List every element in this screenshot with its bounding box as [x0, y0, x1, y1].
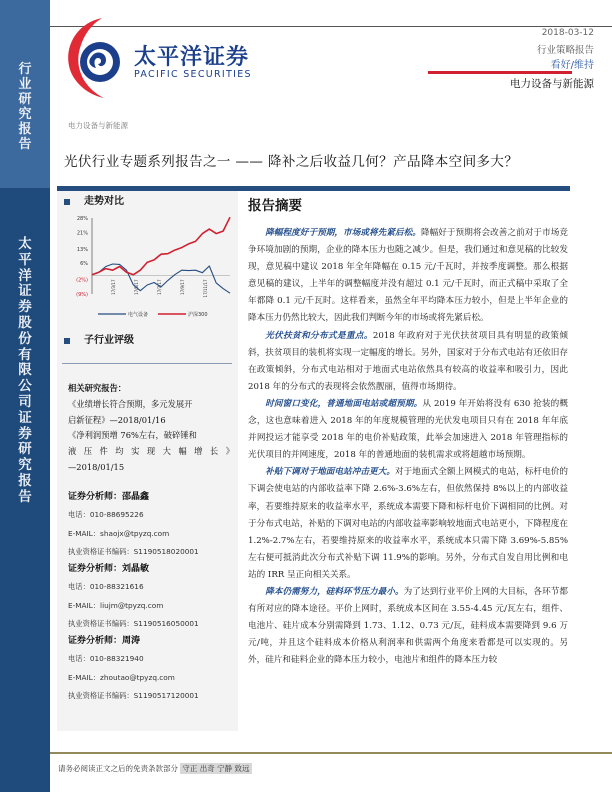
- analyst-card: [68, 632, 238, 706]
- breadcrumb: 电力设备与新能源: [68, 121, 128, 130]
- analyst-phone: 电话：010-88321616: [68, 582, 144, 591]
- rating-underline: [428, 71, 572, 74]
- brand-name-en: PACIFIC SECURITIES: [134, 69, 252, 80]
- analyst-email: E-MAIL：zhoutao@tpyzq.com: [68, 672, 175, 682]
- analyst-name: 证券分析师：邵晶鑫: [68, 492, 150, 502]
- svg-text:17/5/17: 17/5/17: [134, 279, 139, 295]
- svg-text:17/7/17: 17/7/17: [157, 279, 162, 295]
- svg-text:13%: 13%: [76, 246, 88, 253]
- summary-paragraph: 时间窗口变化，普通地面电站或超预期。从 2019 年开始将没有 630 抢装的概念，这也意味着进入 2018 年的年度规模管理的光伏发电项目只有在 2018 年年底并网投运才能享受 2018 年的电价补贴政策，此举会加速进入 2018 年管理指标的光伏项目的并网速度，2018 年的普通地面的装机需求或将超越市场预期。: [248, 398, 568, 461]
- svg-text:6%: 6%: [80, 261, 88, 268]
- analyst-cert: 执业资格证书编码：S1190516050001: [68, 619, 199, 628]
- company-motto: 守正 出奇 宁静 致远: [182, 764, 250, 773]
- report-type: 行业策略报告: [536, 45, 594, 56]
- report-date: 2018-03-12: [541, 28, 594, 38]
- brand-name-cn: 太平洋证券: [134, 45, 250, 70]
- analyst-phone: 电话：010-88321940: [68, 654, 144, 663]
- square-bullet-icon: [64, 338, 70, 344]
- rating-badge: 看好/维持: [550, 60, 594, 71]
- footer: [58, 763, 252, 774]
- svg-text:17/11/17: 17/11/17: [203, 279, 208, 298]
- sidebar-company-label: 太 平 洋 证 券 股 份 有 限 公 司 证 券 研 究 报 告: [18, 236, 32, 505]
- analyst-phone: 电话：010-88695226: [68, 510, 144, 519]
- trend-chart: [58, 210, 238, 325]
- analyst-card: [68, 488, 238, 562]
- analyst-cert: 执业资格证书编码：S1190517120001: [68, 691, 199, 700]
- svg-text:21%: 21%: [76, 230, 88, 237]
- svg-text:电气设备: 电气设备: [128, 312, 149, 318]
- summary-paragraph: 降幅程度好于预期，市场或将先紧后松。降幅好于预期将会改善之前对于市场竞争环境加剧的预期，企业的降本压力也随之减少。但是，我们通过和意见稿的比较发现，意见稿中建议 2018 年全年降幅在 0.15 元/千瓦时，并按季度调整。那么根据意见稿的建议，上半年的调整幅度并没有超过 0.1 元/千瓦时，而正式稿中采取了全年都降 0.1 元/千瓦时。这样看来，虽然全年平均降本压力较小，但是上半年企业的降本压力仍然比较大，因此我们判断今年的市场或将先紧后松。: [248, 228, 568, 324]
- disclaimer-text: 请务必阅读正文之后的免责条款部分: [58, 764, 178, 773]
- page-title: 光伏行业专题系列报告之一 —— 降补之后收益几何？产品降本空间多大？: [64, 154, 519, 170]
- pacific-securities-logo-icon: [62, 16, 124, 100]
- analyst-name: 证券分析师：周涛: [68, 636, 141, 646]
- svg-text:沪深300: 沪深300: [188, 312, 208, 318]
- trend-heading: 走势对比: [64, 192, 124, 207]
- related-heading: 相关研究报告：: [68, 383, 127, 393]
- summary-paragraph: 补贴下调对于地面电站冲击更大。对于地面式全额上网模式的电站，标杆电价的下调会使电站的内部收益率下降 2.6%-3.6%左右，但依然保持 8%以上的内部收益率，若要维持原来的收益率水平，系统成本需要下降和标杆电价下调相同的比例。对于分布式电站，补贴的下调对电站的内部收益率影响较地面式电站更小，下降程度在 1.2%-2.7%左右，若要维持原来的收益率水平，系统成本只需下降 3.69%-5.85%左右便可抵消此次分布式补贴下调 11.9%的影响。另外，分布式自发自用比例和电站的 IRR 呈正向相关关系。: [248, 467, 568, 580]
- sub-rating-heading: 子行业评级: [64, 331, 134, 346]
- svg-text:(2%): (2%): [76, 277, 88, 284]
- analyst-email: E-MAIL：liujm@tpyzq.com: [68, 600, 164, 610]
- analyst-name: 证券分析师：刘晶敏: [68, 564, 150, 574]
- related-report-link[interactable]: 《业绩增长符合预期，多元发展开 启新征程》—2018/01/16: [68, 398, 193, 425]
- svg-text:(9%): (9%): [76, 292, 88, 298]
- analyst-email: E-MAIL：shaojx@tpyzq.com: [68, 528, 170, 538]
- analyst-card: [68, 560, 238, 634]
- footer-rule: [50, 752, 612, 754]
- related-reports: [68, 381, 234, 476]
- svg-text:28%: 28%: [76, 216, 88, 222]
- related-report-link[interactable]: 《净利润预增 76%左右，破碎锤和 液压件均实现大幅增长》 —2018/01/15: [68, 430, 234, 472]
- summary-body: [248, 225, 568, 669]
- sub-rating-rule: [62, 363, 232, 364]
- svg-text:17/3/17: 17/3/17: [111, 279, 116, 295]
- summary-heading: 报告摘要: [248, 198, 302, 214]
- sector-label: 电力设备与新能源: [510, 78, 594, 90]
- sidebar-report-category: 行 业 研 究 报 告: [18, 62, 32, 152]
- square-bullet-icon: [64, 199, 70, 205]
- svg-text:17/9/17: 17/9/17: [180, 279, 185, 295]
- analyst-cert: 执业资格证书编码：S1190518020001: [68, 547, 199, 556]
- summary-paragraph: 降本仍需努力，硅料环节压力最小。为了达到行业平价上网的大目标，各环节都有所对应的降本途径。平价上网时，系统成本区间在 3.55-4.45 元/瓦左右，组件、电池片、硅片成本分别需降到 1.73、1.12、0.73 元/瓦，硅料成本需要降到 9.6 万元/吨，并且这个硅料成本价格从利润率和供需两个角度来看都是可以实现的。另外，硅片和硅料企业的降本压力较小，电池片和组件的降本压力较: [248, 586, 568, 666]
- header-rule: [50, 26, 612, 27]
- summary-paragraph: 光伏扶贫和分布式是重点。2018 年政府对于光伏扶贫项目具有明显的政策倾斜，扶贫项目的装机将实现一定幅度的增长。另外，国家对于分布式电站有还依旧存在政策倾斜，分布式电站相对于地面式电站依然具有较高的收益率和吸引力，因此 2018 年的分布式的表现将会依然靓丽，值得市场期待。: [248, 330, 568, 392]
